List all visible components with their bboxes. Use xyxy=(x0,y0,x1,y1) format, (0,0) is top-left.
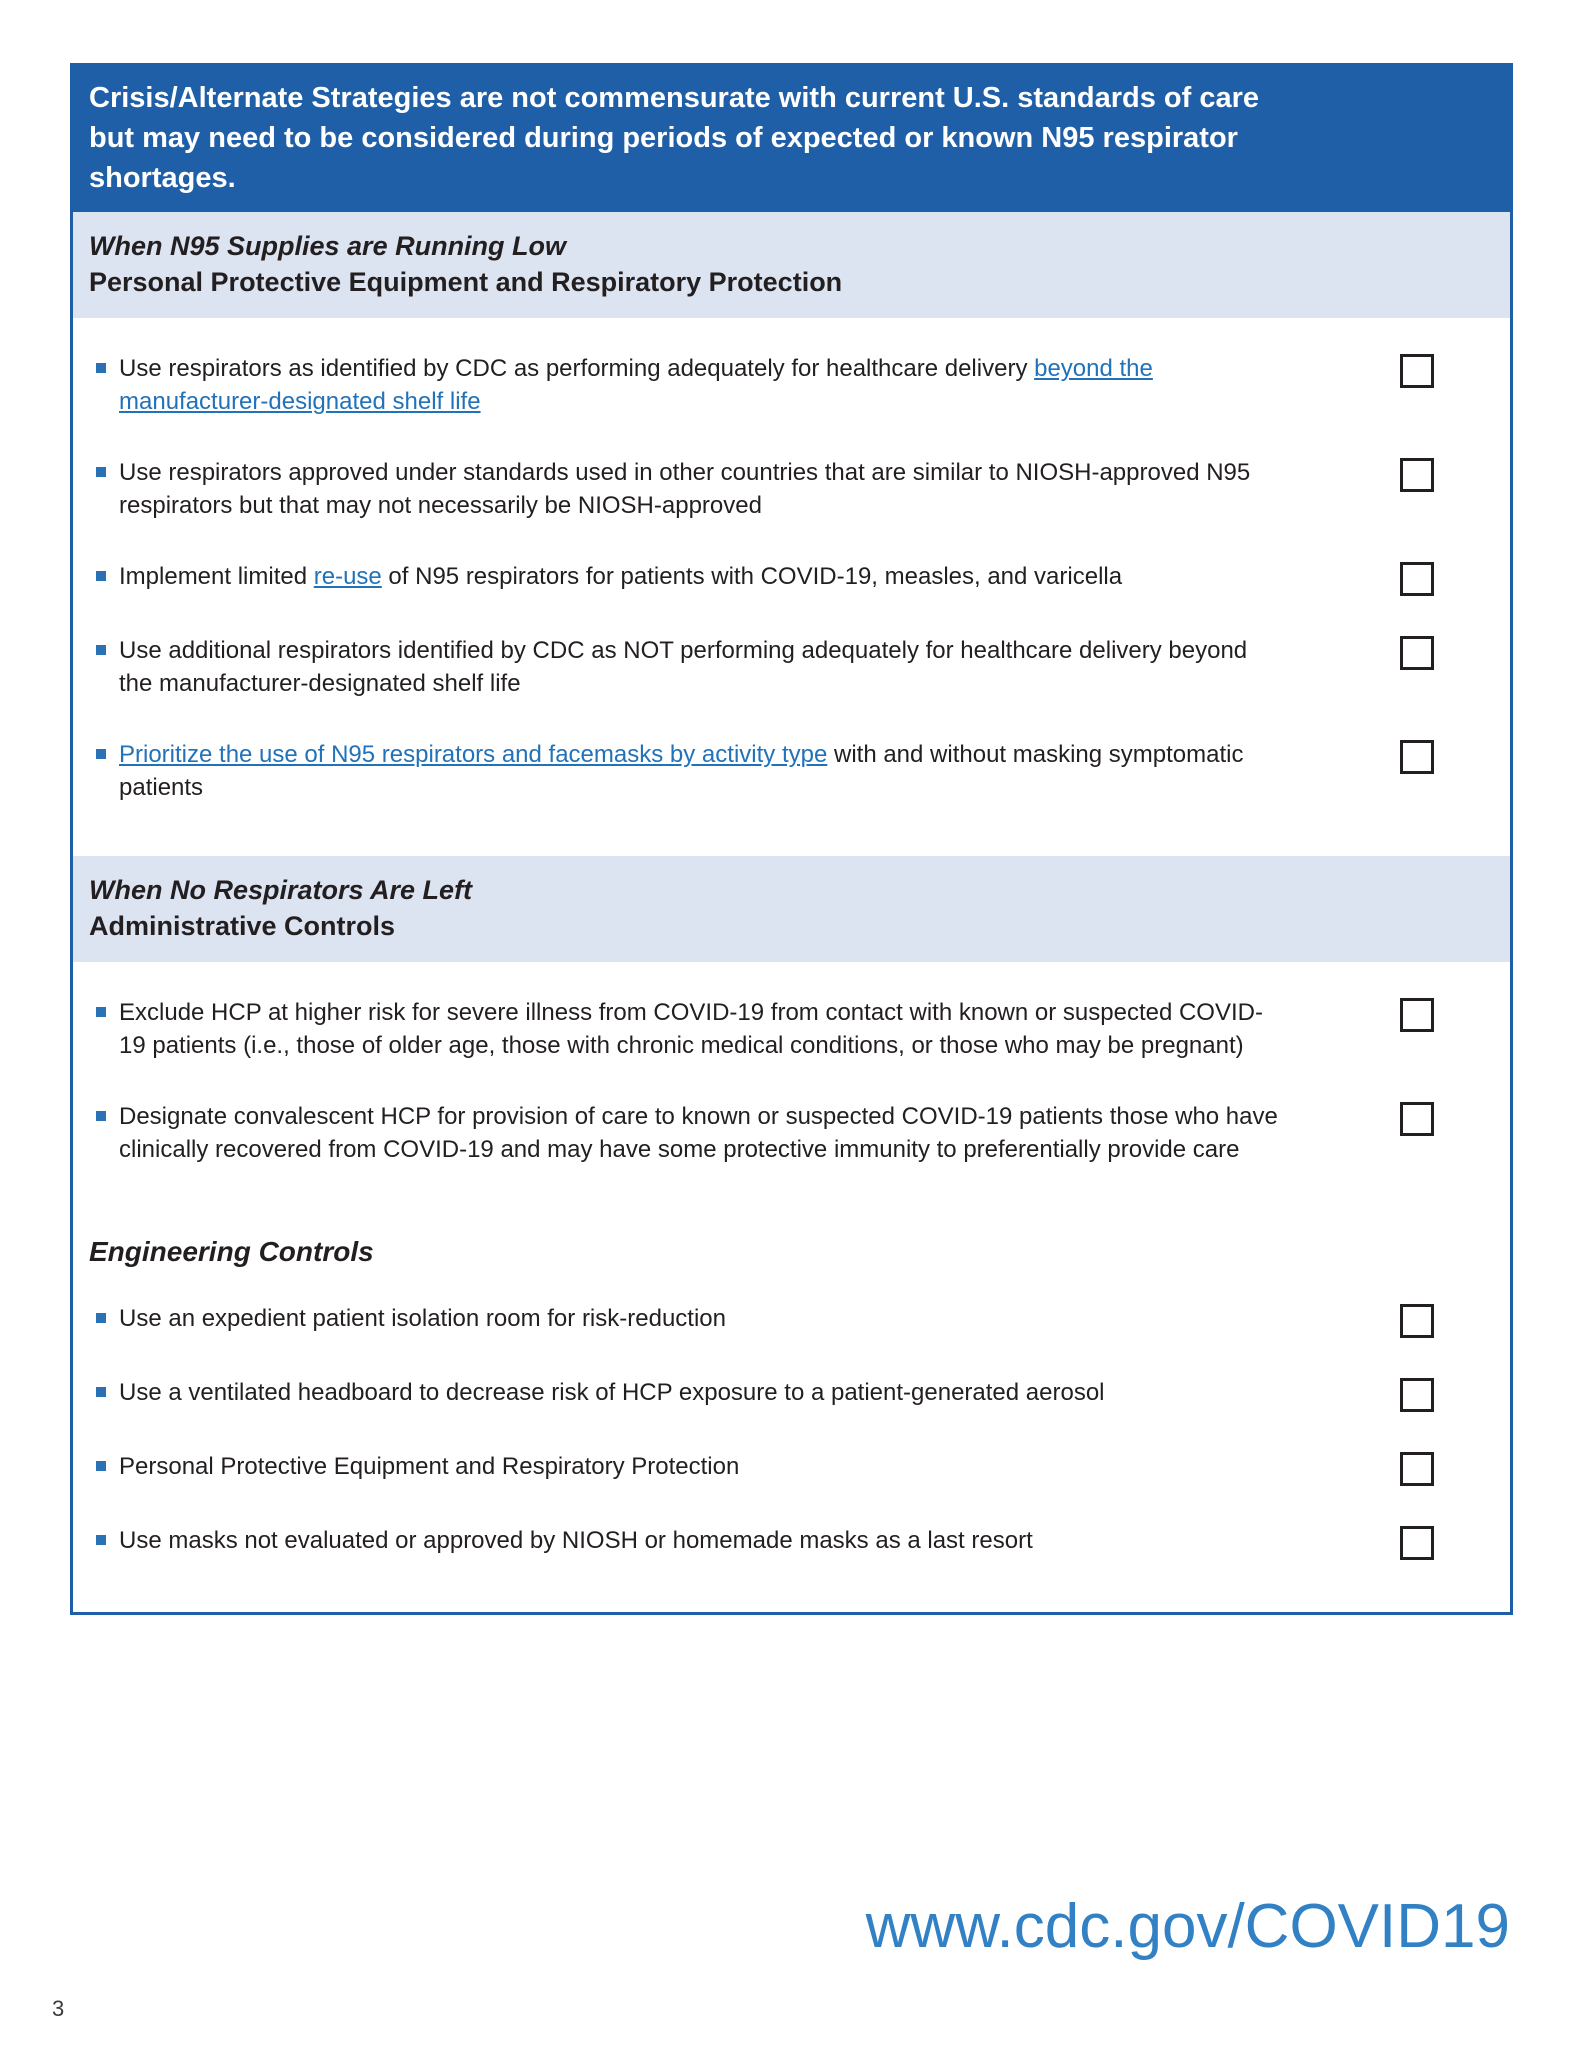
checklist-item xyxy=(89,996,1434,1062)
bullet-square-icon xyxy=(96,1007,106,1017)
item-text xyxy=(119,738,1309,804)
checklist-item xyxy=(89,634,1434,700)
bullet-square-icon xyxy=(96,1111,106,1121)
checklist-item xyxy=(89,1376,1434,1412)
inline-link[interactable]: re-use xyxy=(313,563,382,590)
section-header xyxy=(73,856,1510,962)
item-text: Exclude HCP at higher risk for severe illness from COVID-19 from contact with known or suspected COVID-19 patients (i.e., those of older age, those with chronic medical conditions, or those who may be pregnant) xyxy=(119,999,1263,1059)
inline-link[interactable]: beyond the manufacturer-designated shelf life xyxy=(119,355,1153,415)
checkbox[interactable] xyxy=(1400,1304,1434,1338)
checkbox[interactable] xyxy=(1400,1526,1434,1560)
checklist-item xyxy=(89,1524,1434,1560)
bullet-square-icon xyxy=(96,571,106,581)
item-text-segment: of N95 respirators for patients with COVID-19, measles, and varicella xyxy=(381,563,1123,590)
checklist-item xyxy=(89,1100,1434,1166)
checkbox[interactable] xyxy=(1400,740,1434,774)
item-text: Use an expedient patient isolation room for risk-reduction xyxy=(119,1305,726,1332)
checklist-item xyxy=(89,352,1434,418)
banner-line: Crisis/Alternate Strategies are not commensurate with current U.S. standards of care xyxy=(89,82,1260,114)
checklist-item xyxy=(89,560,1434,596)
checkbox[interactable] xyxy=(1400,998,1434,1032)
bullet-square-icon xyxy=(96,363,106,373)
item-text-segment: Implement limited xyxy=(119,563,314,590)
item-text: Designate convalescent HCP for provision of care to known or suspected COVID-19 patients those who have clinically recovered from COVID-19 and may have some protective immunity to preferentially provide care xyxy=(119,1103,1278,1163)
bullet-square-icon xyxy=(96,1461,106,1471)
item-text: Personal Protective Equipment and Respiratory Protection xyxy=(119,1453,740,1480)
item-text: Use respirators approved under standards used in other countries that are similar to NIOSH-approved N95 respirators but that may not necessarily be NIOSH-approved xyxy=(119,459,1251,519)
checkbox[interactable] xyxy=(1400,458,1434,492)
section-subtitle-bold: Personal Protective Equipment and Respiratory Protection xyxy=(89,267,843,297)
bullet-square-icon xyxy=(96,749,106,759)
checkbox[interactable] xyxy=(1400,1102,1434,1136)
bullet-square-icon xyxy=(96,467,106,477)
checklist-item xyxy=(89,738,1434,804)
checklist-item xyxy=(89,1302,1434,1338)
banner-line: shortages. xyxy=(89,162,236,194)
item-text xyxy=(119,560,1309,593)
item-text xyxy=(119,352,1309,418)
checklist-box xyxy=(70,63,1513,1615)
section-heading-engineering-controls: Engineering Controls xyxy=(89,1236,374,1267)
checkbox[interactable] xyxy=(1400,636,1434,670)
section-items xyxy=(73,318,1510,856)
item-text: Use additional respirators identified by CDC as NOT performing adequately for healthcare delivery beyond the manufacturer-designated shelf life xyxy=(119,637,1248,697)
item-text-segment: Use respirators as identified by CDC as performing adequately for healthcare delivery xyxy=(119,355,1035,382)
section-subtitle-bold: Administrative Controls xyxy=(89,911,396,941)
inline-link[interactable]: Prioritize the use of N95 respirators and facemasks by activity type xyxy=(119,741,828,768)
checklist-item xyxy=(89,1450,1434,1486)
item-text: Use a ventilated headboard to decrease risk of HCP exposure to a patient-generated aerosol xyxy=(119,1379,1105,1406)
banner-line: but may need to be considered during periods of expected or known N95 respirator xyxy=(89,122,1238,154)
checklist-item xyxy=(89,456,1434,522)
checkbox[interactable] xyxy=(1400,562,1434,596)
section-header xyxy=(73,212,1510,318)
section-subtitle-italic: When No Respirators Are Left xyxy=(89,875,473,905)
item-text-segment: with and without masking symptomatic patients xyxy=(119,741,1244,801)
banner xyxy=(73,66,1510,212)
page-number: 3 xyxy=(52,1996,65,2021)
section-items xyxy=(73,962,1510,1218)
item-text: Use masks not evaluated or approved by NIOSH or homemade masks as a last resort xyxy=(119,1527,1033,1554)
bullet-square-icon xyxy=(96,1535,106,1545)
section-subtitle-italic: When N95 Supplies are Running Low xyxy=(89,231,567,261)
checkbox[interactable] xyxy=(1400,1452,1434,1486)
bullet-square-icon xyxy=(96,1313,106,1323)
footer-url-link[interactable]: www.cdc.gov/COVID19 xyxy=(865,1892,1510,1961)
section-items xyxy=(73,1268,1510,1612)
bullet-square-icon xyxy=(96,1387,106,1397)
bullet-square-icon xyxy=(96,645,106,655)
checkbox[interactable] xyxy=(1400,354,1434,388)
checkbox[interactable] xyxy=(1400,1378,1434,1412)
